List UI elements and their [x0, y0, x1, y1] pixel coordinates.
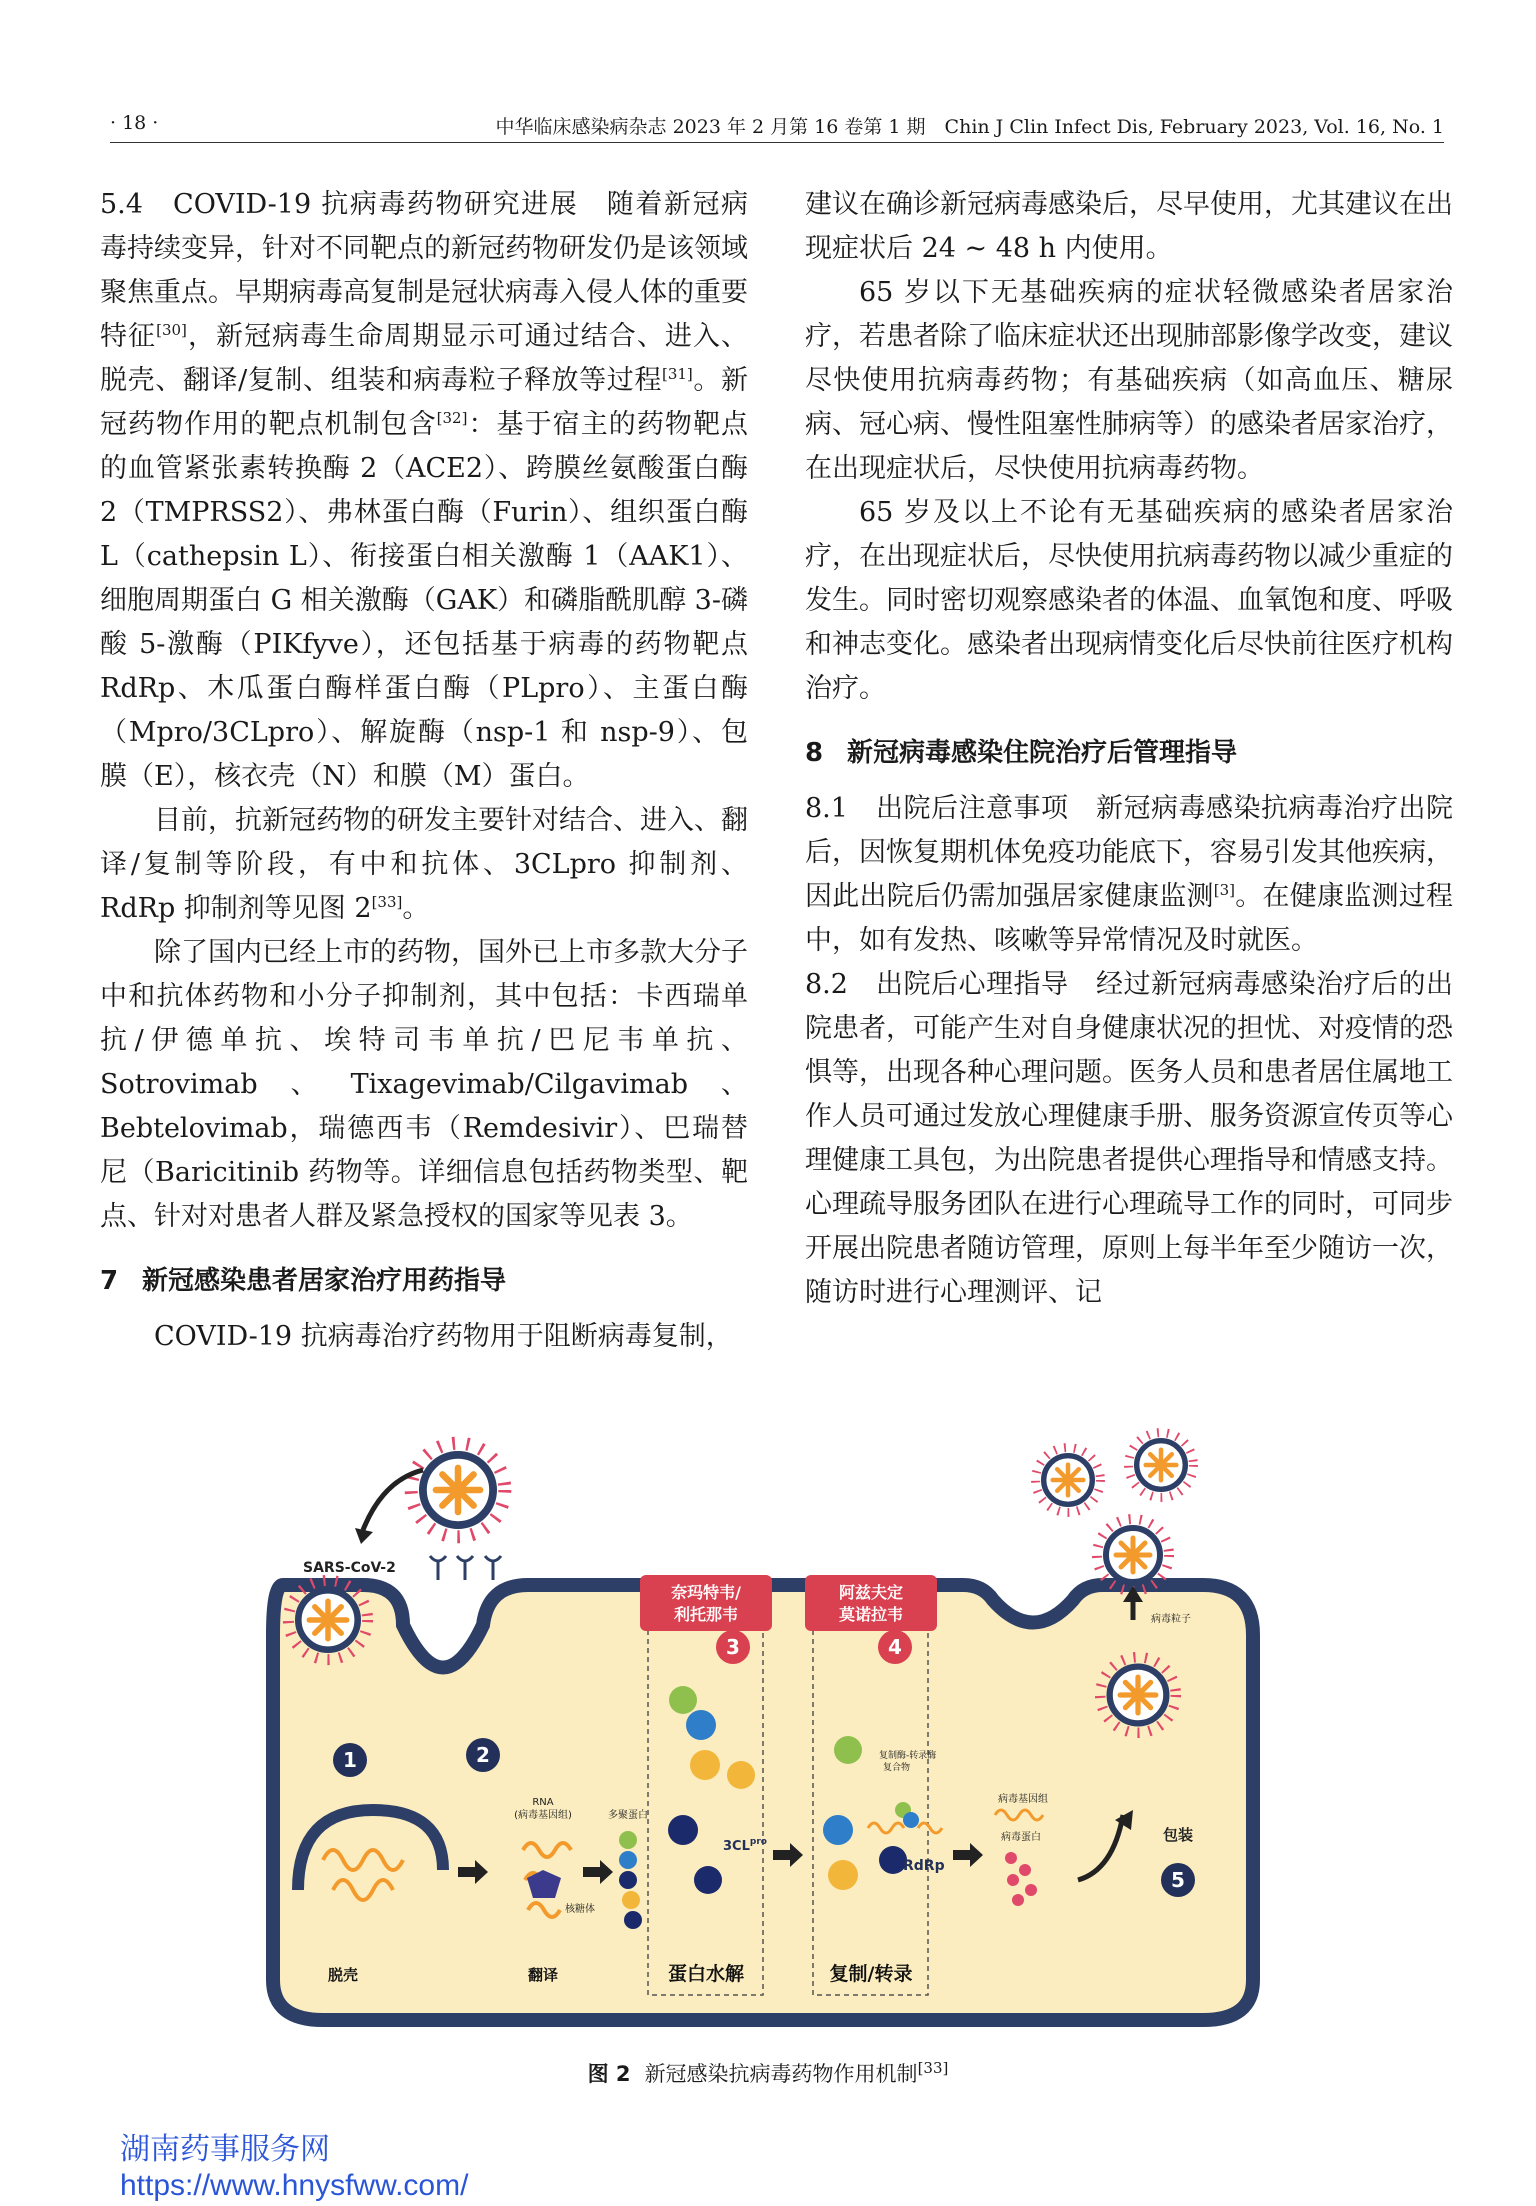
stage-label-uncoating: 脱壳 [327, 1966, 359, 1984]
stage-label-translation: 翻译 [527, 1966, 559, 1984]
ace2-receptor [457, 1556, 473, 1580]
svg-text:病毒蛋白: 病毒蛋白 [1001, 1832, 1041, 1843]
section-5-4-paragraph: 5.4 COVID-19 抗病毒药物研究进展 随着新冠病毒持续变异，针对不同靶点的新冠药物研发仍是该领域聚焦重点。早期病毒高复制是冠状病毒入侵人体的重要特征[30]，新冠病毒生命周期显示可通过结合、进入、脱壳、翻译/复制、组装和病毒粒子释放等过程[31]。新冠药物作用的靶点机制包含[32]：基于宿主的药物靶点的血管紧张素转换酶 2（ACE2）、跨膜丝氨酸蛋白酶 2（TMPRSS2）、弗林蛋白酶（Furin）、组织蛋白酶 L（cathepsin L）、衔接蛋白相关激酶 1（AAK1）、细胞周期蛋白 G 相关激酶（GAK）和磷脂酰肌醇 3-磷酸 5-激酶（PIKfyve），还包括基于病毒的药物靶点 RdRp、木瓜蛋白酶样蛋白酶（PLpro）、主蛋白酶（Mpro/3CLpro）、解旋酶（nsp-1 和 nsp-9）、包膜（E），核衣壳（N）和膜（M）蛋白。 [100, 189, 748, 792]
svg-text:5: 5 [1171, 1868, 1185, 1892]
stage-label-replication: 复制/转录 [829, 1963, 913, 1985]
watermark-url[interactable]: https://www.hnysfww.com/ [120, 2169, 469, 2202]
sars-cov-2-virion [411, 1443, 505, 1537]
3clpro-label: $3CL^{pro}$ [723, 1837, 767, 1854]
watermark [120, 2132, 468, 2204]
journal-info: 中华临床感染病杂志 2023 年 2 月第 16 卷第 1 期 Chin J Clin Infect Dis, February 2023, Vol. 16, No. 1 [495, 116, 1444, 138]
foreign-drugs-paragraph: 除了国内已经上市的药物，国外已上市多款大分子中和抗体药物和小分子抑制剂，其中包括：卡西瑞单抗/伊德单抗、埃特司韦单抗/巴尼韦单抗、Sotrovimab、Tixagevimab/Cilgavimab、Bebtelovimab，瑞德西韦（Remdesivir）、巴瑞替尼（Baricitinib 药物等。详细信息包括药物类型、靶点、针对对患者人群及紧急授权的国家等见表 3。 [100, 937, 748, 1232]
stage-label-proteolysis: 蛋白水解 [667, 1963, 745, 1985]
home-treatment-paragraph: COVID-19 抗病毒治疗药物用于阻断病毒复制， [154, 1321, 733, 1352]
entry-arrow-head [355, 1528, 373, 1544]
released-virion [1036, 1448, 1101, 1513]
svg-text:3: 3 [726, 1635, 740, 1659]
citation-32[interactable]: [32] [436, 409, 468, 427]
svg-text:(病毒基因组): (病毒基因组) [514, 1810, 572, 1821]
citation-30[interactable]: [30] [156, 321, 187, 339]
citation-31[interactable]: [31] [661, 365, 693, 383]
rdrp-label: RdRp [903, 1858, 945, 1874]
svg-text:多聚蛋白: 多聚蛋白 [608, 1810, 648, 1821]
ace2-receptor [430, 1556, 446, 1580]
section-8-2-paragraph: 8.2 出院后心理指导 经过新冠病毒感染治疗后的出院患者，可能产生对自身健康状况的担忧、对疫情的恐惧等，出现各种心理问题。医务人员和患者居住属地工作人员可通过发放心理健康手册、服务资源宣传页等心理健康工具包，为出院患者提供心理指导和情感支持。心理疏导服务团队在进行心理疏导工作的同时，可同步开展出院患者随访管理，原则上每半年至少随访一次，随访时进行心理测评、记 [805, 969, 1453, 1308]
svg-text:RNA: RNA [532, 1797, 554, 1808]
figure-2-mechanism-diagram [243, 1410, 1293, 2040]
header-rule [110, 142, 1444, 143]
running-header [110, 108, 1444, 142]
released-virion [1129, 1433, 1194, 1498]
svg-text:病毒基因组: 病毒基因组 [998, 1794, 1048, 1805]
page-number: · 18 · [110, 112, 159, 134]
section-8-heading: 8 新冠病毒感染住院治疗后管理指导 [805, 738, 1238, 768]
svg-text:2: 2 [476, 1743, 490, 1767]
svg-text:4: 4 [888, 1635, 902, 1659]
svg-text:病毒粒子: 病毒粒子 [1151, 1614, 1191, 1625]
svg-text:复合物: 复合物 [883, 1763, 911, 1773]
svg-text:包装: 包装 [1163, 1826, 1194, 1844]
svg-text:莫诺拉韦: 莫诺拉韦 [838, 1605, 904, 1624]
ace2-receptor [485, 1556, 501, 1580]
citation-3[interactable]: [3] [1213, 881, 1235, 899]
section-7-heading: 7 新冠感染患者居家治疗用药指导 [100, 1266, 507, 1296]
svg-text:核糖体: 核糖体 [565, 1904, 595, 1915]
figure-caption: 图 2 新冠感染抗病毒药物作用机制[33] [587, 2059, 949, 2086]
left-column [100, 183, 748, 1359]
svg-text:奈玛特韦/: 奈玛特韦/ [671, 1583, 741, 1602]
virus-label: SARS-CoV-2 [303, 1560, 396, 1576]
svg-text:1: 1 [343, 1748, 357, 1772]
under-65-paragraph: 65 岁以下无基础疾病的症状轻微感染者居家治疗，若患者除了临床症状还出现肺部影像学改变，建议尽快使用抗病毒药物；有基础疾病（如高血压、糖尿病、冠心病、慢性阻塞性肺病等）的感染者居家治疗，在出现症状后，尽快使用抗病毒药物。 [805, 277, 1453, 484]
watermark-site-name: 湖南药事服务网 [120, 2133, 330, 2166]
drug-development-paragraph: 目前，抗新冠药物的研发主要针对结合、进入、翻译/复制等阶段，有中和抗体、3CLpro 抑制剂、RdRp 抑制剂等见图 2[33]。 [100, 805, 748, 924]
over-65-paragraph: 65 岁及以上不论有无基础疾病的感染者居家治疗，在出现症状后，尽快使用抗病毒药物以减少重症的发生。同时密切观察感染者的体温、血氧饱和度、呼吸和神志变化。感染者出现病情变化后尽快前往医疗机构治疗。 [805, 497, 1453, 704]
svg-text:利托那韦: 利托那韦 [673, 1605, 739, 1624]
svg-text:复制酶-转录酶: 复制酶-转录酶 [879, 1751, 937, 1761]
host-cell [273, 1585, 1253, 2020]
svg-text:阿兹夫定: 阿兹夫定 [838, 1583, 904, 1602]
citation-33[interactable]: [33] [371, 893, 403, 911]
early-use-paragraph: 建议在确诊新冠病毒感染后，尽早使用，尤其建议在出现症状后 24 ~ 48 h 内使用。 [805, 189, 1453, 264]
section-8-1-paragraph: 8.1 出院后注意事项 新冠病毒感染抗病毒治疗出院后，因恢复期机体免疫功能底下，容易引发其他疾病，因此出院后仍需加强居家健康监测[3]。在健康监测过程中，如有发热、咳嗽等异常情况及时就医。 [805, 793, 1453, 956]
right-column [805, 183, 1453, 1315]
caption-citation[interactable]: [33] [917, 2059, 949, 2077]
